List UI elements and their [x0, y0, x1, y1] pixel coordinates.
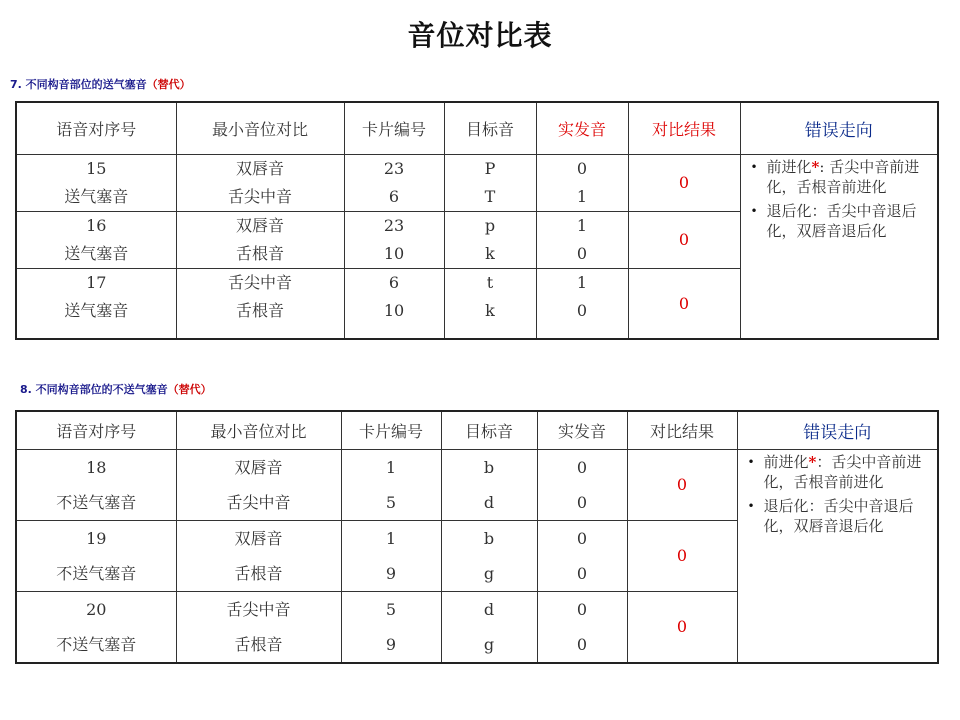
- cell-contrast-result: 0: [627, 520, 737, 591]
- cell-minimal-contrast: 舌尖中音 舌根音: [176, 591, 341, 663]
- cell-minimal-contrast: 双唇音 舌尖中音: [176, 449, 341, 520]
- phoneme-table-unaspirated: [15, 410, 939, 664]
- header-card-number: 卡片编号: [341, 411, 441, 449]
- cell-minimal-contrast: 双唇音 舌尖中音: [176, 154, 344, 211]
- page-title: 音位对比表: [407, 19, 553, 52]
- header-error-direction: 错误走向: [737, 411, 938, 449]
- cell-actual-sound: 1 0: [536, 268, 628, 339]
- header-contrast-result: 对比结果: [628, 102, 740, 154]
- table-row: [16, 449, 938, 520]
- cell-target-sound: p k: [444, 211, 536, 268]
- note-item-backward: • 退后化：舌尖中音退后化，双唇音退后化: [750, 201, 917, 240]
- table-row: [16, 154, 938, 211]
- cell-contrast-result: 0: [628, 211, 740, 268]
- header-minimal-contrast: 最小音位对比: [176, 411, 341, 449]
- cell-minimal-contrast: 舌尖中音 舌根音: [176, 268, 344, 339]
- header-target-sound: 目标音: [444, 102, 536, 154]
- cell-card-number: 23 6: [344, 154, 444, 211]
- cell-error-direction: [740, 154, 938, 339]
- cell-pair-number: 15 送气塞音: [16, 154, 176, 211]
- header-pair-number: 语音对序号: [16, 102, 176, 154]
- header-pair-number: 语音对序号: [16, 411, 176, 449]
- cell-pair-number: 18 不送气塞音: [16, 449, 176, 520]
- cell-card-number: 6 10: [344, 268, 444, 339]
- cell-actual-sound: 0 0: [537, 520, 627, 591]
- cell-actual-sound: 0 0: [537, 449, 627, 520]
- header-target-sound: 目标音: [441, 411, 537, 449]
- table-header-row: [16, 411, 938, 449]
- cell-error-direction: [737, 449, 938, 663]
- note-item-forward: • 前进化*: 舌尖中音前进化，舌根音前进化: [750, 157, 920, 196]
- note-item-forward: • 前进化*：舌尖中音前进化，舌根音前进化: [747, 452, 922, 491]
- section-heading-7: [10, 76, 191, 92]
- note-item-backward: • 退后化：舌尖中音退后化，双唇音退后化: [747, 496, 914, 535]
- cell-contrast-result: 0: [627, 449, 737, 520]
- cell-target-sound: P T: [444, 154, 536, 211]
- cell-target-sound: t k: [444, 268, 536, 339]
- cell-pair-number: 16 送气塞音: [16, 211, 176, 268]
- header-contrast-result: 对比结果: [627, 411, 737, 449]
- table-header-row: [16, 102, 938, 154]
- cell-contrast-result: 0: [627, 591, 737, 663]
- cell-target-sound: b d: [441, 449, 537, 520]
- cell-card-number: 1 5: [341, 449, 441, 520]
- cell-pair-number: 19 不送气塞音: [16, 520, 176, 591]
- cell-card-number: 5 9: [341, 591, 441, 663]
- header-card-number: 卡片编号: [344, 102, 444, 154]
- header-actual-sound: 实发音: [536, 102, 628, 154]
- cell-actual-sound: 0 1: [536, 154, 628, 211]
- cell-target-sound: b g: [441, 520, 537, 591]
- cell-card-number: 1 9: [341, 520, 441, 591]
- section-heading-sub: （替代）: [146, 78, 191, 91]
- cell-contrast-result: 0: [628, 268, 740, 339]
- section-heading-8: [20, 381, 212, 397]
- cell-pair-number: 17 送气塞音: [16, 268, 176, 339]
- cell-target-sound: d g: [441, 591, 537, 663]
- phoneme-table-aspirated: [15, 101, 939, 340]
- cell-minimal-contrast: 双唇音 舌根音: [176, 211, 344, 268]
- cell-pair-number: 20 不送气塞音: [16, 591, 176, 663]
- cell-actual-sound: 0 0: [537, 591, 627, 663]
- section-heading-text: 7. 不同构音部位的送气塞音: [10, 78, 147, 91]
- cell-minimal-contrast: 双唇音 舌根音: [176, 520, 341, 591]
- cell-contrast-result: 0: [628, 154, 740, 211]
- section-heading-sub: （替代）: [167, 383, 212, 396]
- header-actual-sound: 实发音: [537, 411, 627, 449]
- header-minimal-contrast: 最小音位对比: [176, 102, 344, 154]
- cell-card-number: 23 10: [344, 211, 444, 268]
- section-heading-text: 8. 不同构音部位的不送气塞音: [20, 383, 168, 396]
- header-error-direction: 错误走向: [740, 102, 938, 154]
- cell-actual-sound: 1 0: [536, 211, 628, 268]
